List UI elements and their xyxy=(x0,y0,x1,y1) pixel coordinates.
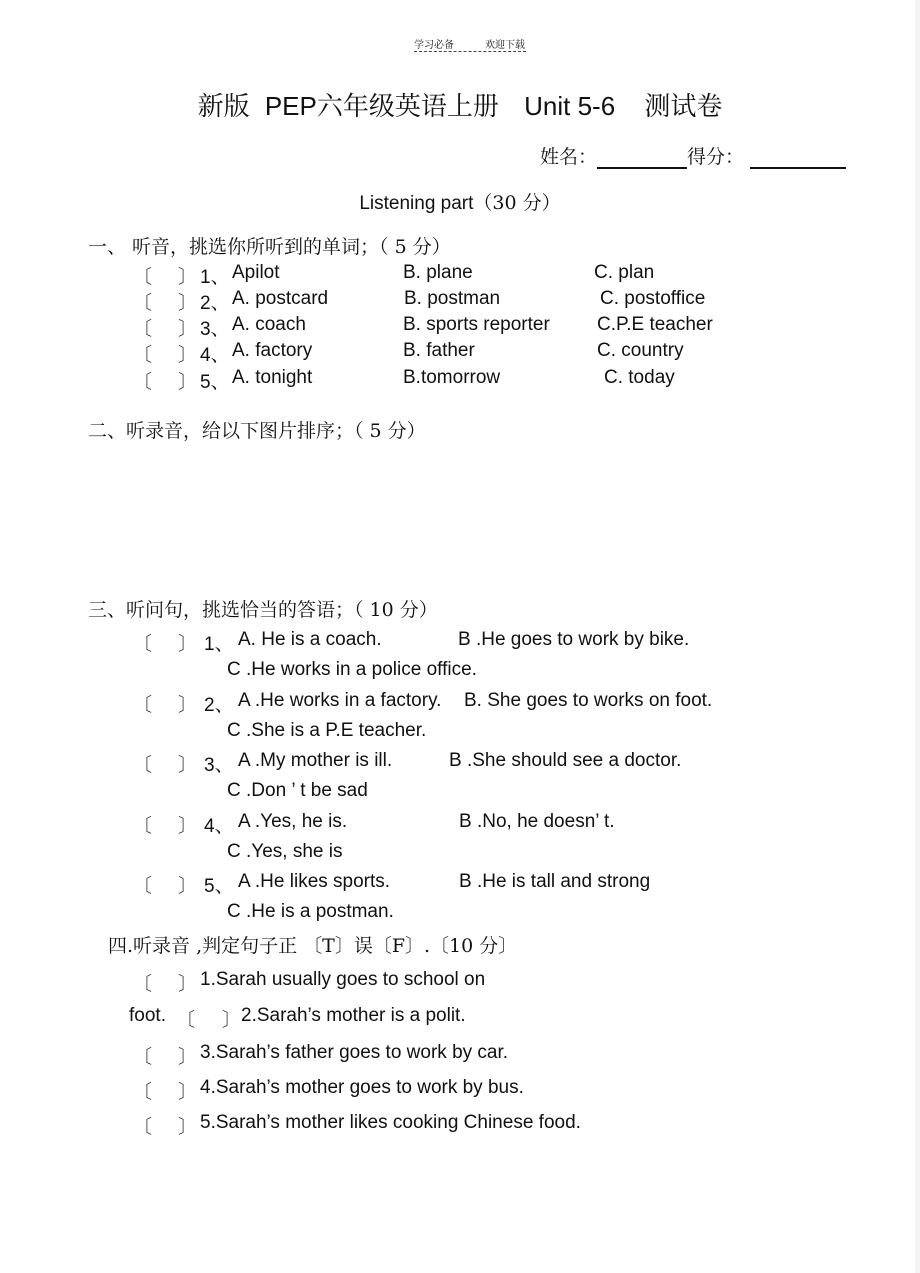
statement: 3.Sarah’s father goes to work by car. xyxy=(200,1042,509,1063)
item-number: 2、 xyxy=(200,293,230,314)
s3-item-2-option-c: C .She is a P.E teacher. xyxy=(227,720,427,741)
name-score-line xyxy=(540,142,846,169)
option-b: B .He is tall and strong xyxy=(459,871,651,892)
option-a: A .Yes, he is. xyxy=(238,811,348,832)
option-c: C.P.E teacher xyxy=(597,314,713,335)
option-a: A .He likes sports. xyxy=(238,871,391,892)
statement: 5.Sarah’s mother likes cooking Chinese food. xyxy=(200,1112,581,1133)
statement: 2.Sarah’s mother is a polit. xyxy=(241,1005,466,1026)
item-number: 3、 xyxy=(204,755,234,776)
answer-bracket-open[interactable]: 〔 xyxy=(133,266,153,288)
answer-bracket-close: 〕 xyxy=(178,1116,198,1138)
option-b: B. father xyxy=(403,340,475,361)
option-a: A .My mother is ill. xyxy=(238,750,393,771)
option-c: C. plan xyxy=(594,262,655,283)
item-number: 5、 xyxy=(200,372,230,393)
answer-bracket-close: 〕 xyxy=(178,973,198,995)
s3-item-1-option-c: C .He works in a police office. xyxy=(227,659,477,680)
item-number: 5、 xyxy=(204,876,234,897)
item-number: 1、 xyxy=(200,267,230,288)
title-main: PEP六年级英语上册 xyxy=(264,91,499,121)
answer-bracket-open[interactable]: 〔 xyxy=(176,1009,196,1031)
option-b: B. She goes to works on foot. xyxy=(464,690,713,711)
option-c: C. country xyxy=(597,340,684,361)
page-edge xyxy=(915,0,920,1273)
title-cn1: 新版 xyxy=(197,92,250,122)
section2-title: 二、听录音，给以下图片排序；（ 5 分） xyxy=(88,420,426,442)
s3-item-5-option-c: C .He is a postman. xyxy=(227,901,394,922)
s3-item-3-option-c: C .Don ’ t be sad xyxy=(227,780,368,801)
answer-bracket-open[interactable]: 〔 xyxy=(133,371,153,393)
page-title xyxy=(0,86,920,123)
answer-bracket-close: 〕 xyxy=(178,754,198,776)
option-a: A. factory xyxy=(232,340,313,361)
answer-bracket-open[interactable]: 〔 xyxy=(133,344,153,366)
option-b: B. sports reporter xyxy=(403,314,550,335)
statement: 4.Sarah’s mother goes to work by bus. xyxy=(200,1077,524,1098)
answer-bracket-close: 〕 xyxy=(178,318,198,340)
answer-bracket-close: 〕 xyxy=(178,694,198,716)
answer-bracket-close: 〕 xyxy=(178,292,198,314)
answer-bracket-close: 〕 xyxy=(178,371,198,393)
section1-title: 一、 听音，挑选你所听到的单词；（ 5 分） xyxy=(88,236,451,258)
option-a: Apilot xyxy=(232,262,280,283)
listening-heading xyxy=(0,188,920,215)
name-blank[interactable] xyxy=(597,149,687,169)
option-c: C. postoffice xyxy=(600,288,706,309)
option-b: B .She should see a doctor. xyxy=(449,750,682,771)
name-label: 姓名： xyxy=(540,146,598,168)
section3-title: 三、听问句，挑选恰当的答语；（ 10 分） xyxy=(88,599,438,621)
option-a: A. postcard xyxy=(232,288,329,309)
section4-title: 四.听录音 ,判定句子正 〔T〕误〔F〕.〔10 分〕 xyxy=(108,935,518,957)
option-b: B. postman xyxy=(404,288,501,309)
title-unit: Unit 5-6 xyxy=(524,91,616,121)
option-b: B. plane xyxy=(403,262,473,283)
answer-bracket-close: 〕 xyxy=(178,815,198,837)
answer-bracket-open[interactable]: 〔 xyxy=(133,1081,153,1103)
header-right: 欢迎下载 xyxy=(485,40,525,51)
score-label: 得分： xyxy=(687,146,745,168)
item-number: 4、 xyxy=(200,345,230,366)
answer-bracket-open[interactable]: 〔 xyxy=(133,973,153,995)
header-left: 学习必备 xyxy=(414,40,454,51)
listening-score: （30 分） xyxy=(473,192,561,214)
answer-bracket-close: 〕 xyxy=(178,1081,198,1103)
answer-bracket-close: 〕 xyxy=(178,633,198,655)
option-a: A. tonight xyxy=(232,367,313,388)
item-number: 2、 xyxy=(204,695,234,716)
answer-bracket-open[interactable]: 〔 xyxy=(133,694,153,716)
answer-bracket-open[interactable]: 〔 xyxy=(133,1046,153,1068)
answer-bracket-open[interactable]: 〔 xyxy=(133,754,153,776)
answer-bracket-open[interactable]: 〔 xyxy=(133,292,153,314)
item-number: 3、 xyxy=(200,319,230,340)
listening-en: Listening part xyxy=(359,193,474,214)
answer-bracket-close: 〕 xyxy=(178,875,198,897)
statement: 1.Sarah usually goes to school on xyxy=(200,969,486,990)
statement-continuation: foot. xyxy=(129,1005,166,1026)
score-blank[interactable] xyxy=(750,149,846,169)
answer-bracket-close: 〕 xyxy=(222,1009,242,1031)
item-number: 4、 xyxy=(204,816,234,837)
option-a: A. He is a coach. xyxy=(238,629,382,650)
option-a: A. coach xyxy=(232,314,306,335)
answer-bracket-open[interactable]: 〔 xyxy=(133,1116,153,1138)
answer-bracket-open[interactable]: 〔 xyxy=(133,318,153,340)
answer-bracket-close: 〕 xyxy=(178,266,198,288)
option-b: B .He goes to work by bike. xyxy=(458,629,690,650)
option-b: B .No, he doesn’ t. xyxy=(459,811,615,832)
title-cn2: 测试卷 xyxy=(644,92,723,122)
answer-bracket-open[interactable]: 〔 xyxy=(133,633,153,655)
answer-bracket-close: 〕 xyxy=(178,1046,198,1068)
answer-bracket-open[interactable]: 〔 xyxy=(133,815,153,837)
answer-bracket-close: 〕 xyxy=(178,344,198,366)
option-c: C. today xyxy=(604,367,675,388)
item-number: 1、 xyxy=(204,634,234,655)
option-b: B.tomorrow xyxy=(403,367,501,388)
s3-item-4-option-c: C .Yes, she is xyxy=(227,841,343,862)
header-divider xyxy=(414,51,526,52)
answer-bracket-open[interactable]: 〔 xyxy=(133,875,153,897)
option-a: A .He works in a factory. xyxy=(238,690,442,711)
